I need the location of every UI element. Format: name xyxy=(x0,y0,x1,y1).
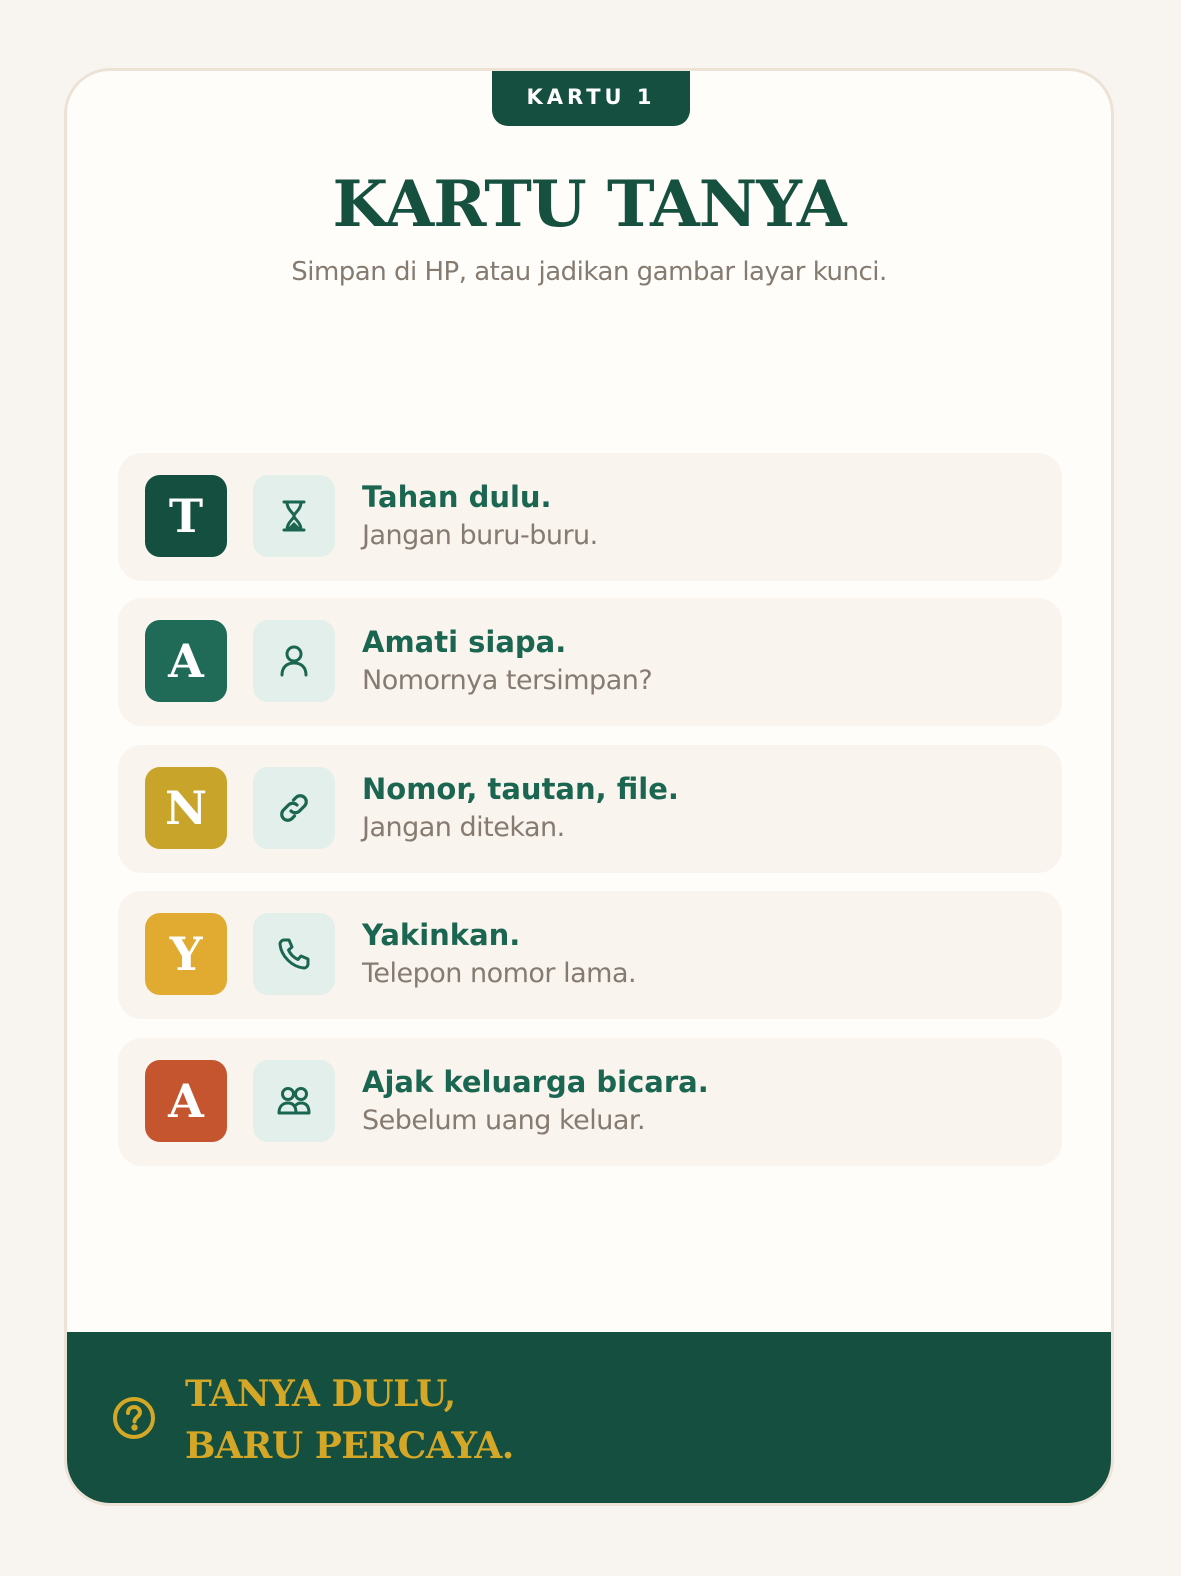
person-icon xyxy=(253,620,335,702)
list-item xyxy=(118,891,1062,1019)
letter-badge: Y xyxy=(145,913,227,995)
phone-icon xyxy=(253,913,335,995)
question-card xyxy=(64,68,1114,1506)
footer-slogan xyxy=(185,1368,514,1472)
card-subtitle: Simpan di HP, atau jadikan gambar layar kunci. xyxy=(291,257,887,287)
people-icon xyxy=(253,1060,335,1142)
step-subtitle: Sebelum uang keluar. xyxy=(362,1105,646,1136)
list-item xyxy=(118,598,1062,726)
list-item xyxy=(118,453,1062,581)
letter-badge: A xyxy=(145,620,227,702)
letter-badge: A xyxy=(145,1060,227,1142)
step-title: Ajak keluarga bicara. xyxy=(362,1065,709,1099)
list-item xyxy=(118,745,1062,873)
card-title: KARTU TANYA xyxy=(332,167,846,242)
step-subtitle: Jangan buru-buru. xyxy=(362,520,598,551)
letter-badge: N xyxy=(145,767,227,849)
footer-line-2: BARU PERCAYA. xyxy=(185,1425,514,1467)
step-title: Yakinkan. xyxy=(362,918,521,952)
step-title: Amati siapa. xyxy=(362,625,567,659)
hourglass-icon xyxy=(253,475,335,557)
footer-line-1: TANYA DULU, xyxy=(185,1373,456,1415)
step-title: Nomor, tautan, file. xyxy=(362,772,679,806)
step-subtitle: Telepon nomor lama. xyxy=(362,958,637,989)
card-tag: KARTU 1 xyxy=(492,68,690,126)
letter-badge: T xyxy=(145,475,227,557)
step-title: Tahan dulu. xyxy=(362,480,552,514)
step-subtitle: Jangan ditekan. xyxy=(362,812,565,843)
step-subtitle: Nomornya tersimpan? xyxy=(362,665,653,696)
list-item xyxy=(118,1038,1062,1166)
link-icon xyxy=(253,767,335,849)
question-circle-icon xyxy=(109,1393,159,1443)
footer-banner xyxy=(67,1332,1111,1503)
